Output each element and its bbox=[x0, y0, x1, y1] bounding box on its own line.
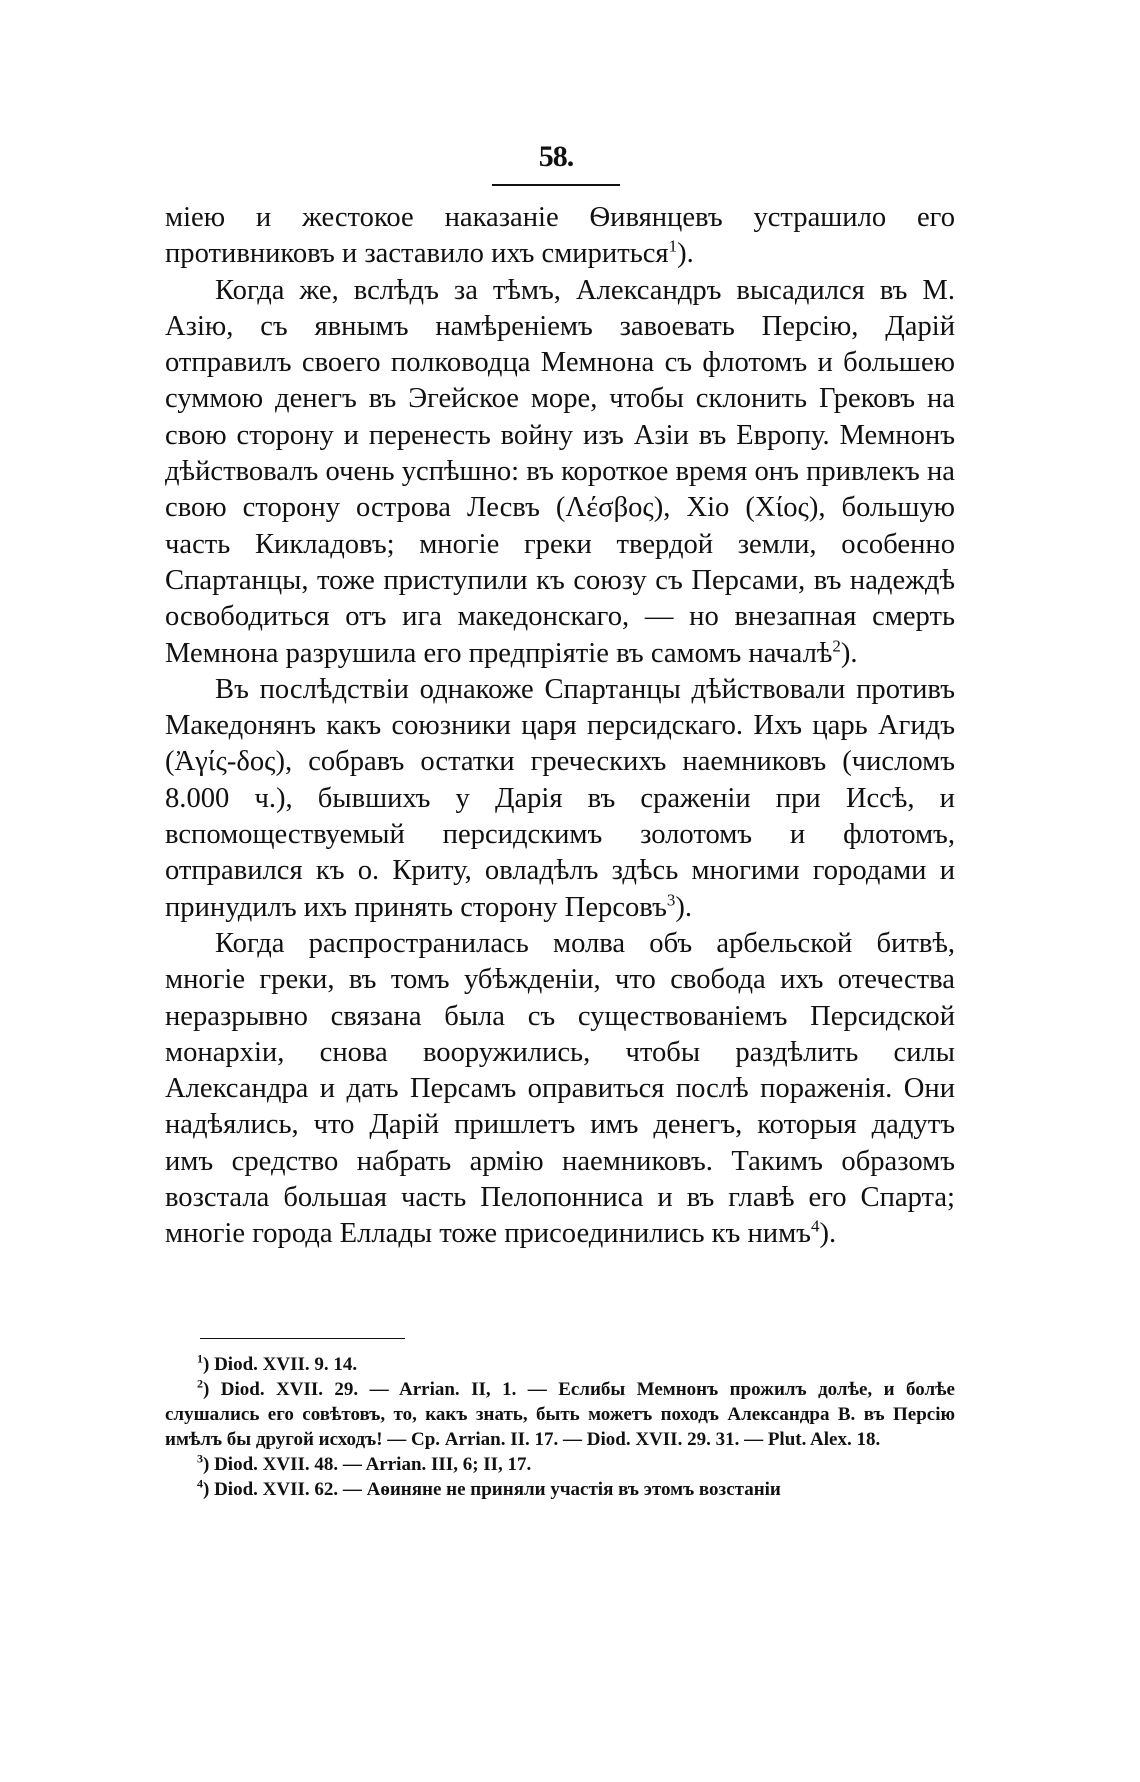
footnote-text: ) Diod. XVII. 62. — Аѳиняне не приняли участія въ этомъ возстаніи bbox=[203, 1479, 781, 1500]
footnote bbox=[165, 1377, 955, 1452]
paragraph bbox=[165, 273, 955, 672]
paragraph-tail: ). bbox=[840, 637, 858, 669]
footnote bbox=[165, 1452, 955, 1477]
paragraph-text: міею и жестокое наказаніе Ѳивянцевъ устрашило его противниковъ и заставило ихъ смириться bbox=[165, 202, 955, 270]
footnote-marker: 4 bbox=[197, 1476, 203, 1491]
paragraph-text: Въ послѣдствіи однакоже Спартанцы дѣйствовали противъ Македонянъ какъ союзники царя персидскаго. Ихъ царь Агидъ (Ἀγίς-δος), собравъ остатки греческихъ наемниковъ (числомъ 8.000 ч.), бывшихъ у Дарія въ сраженіи при Иссѣ, и вспомоществуемый персидскимъ золотомъ и флотомъ, отправился къ о. Криту, овладѣлъ здѣсь многими городами и принудилъ ихъ принять сторону Персовъ bbox=[165, 673, 955, 923]
footnote-reference: 4 bbox=[810, 1216, 820, 1236]
header-rule bbox=[492, 184, 620, 186]
footnote-marker: 1 bbox=[197, 1351, 203, 1366]
paragraph-tail: ). bbox=[819, 1218, 837, 1250]
footnote-marker: 2 bbox=[197, 1376, 203, 1391]
footnote-text: ) Diod. XVII. 48. — Arrian. III, 6; II, 17. bbox=[203, 1454, 532, 1475]
paragraph-text: Когда же, вслѣдъ за тѣмъ, Александръ высадился въ М. Азію, съ явнымъ намѣреніемъ завоевать Персію, Дарій отправилъ своего полководца Мемнона съ флотомъ и большею суммою денегъ въ Эгейское море, чтобы склонить Грековъ на свою сторону и перенесть войну изъ Азіи въ Европу. Мемнонъ дѣйствовалъ очень успѣшно: въ короткое время онъ привлекъ на свою сторону острова Лесвъ (Λέσβος), Хіо (Χίος), большую часть Кикладовъ; многіе греки твердой земли, особенно Спартанцы, тоже приступили къ союзу съ Персами, въ надеждѣ освободиться отъ ига македонскаго, — но внезапная смерть Мемнона разрушила его предпріятіе въ самомъ началѣ bbox=[165, 274, 956, 669]
footnote-reference: 2 bbox=[832, 636, 841, 656]
paragraph-tail: ). bbox=[675, 891, 693, 923]
footnote-marker: 3 bbox=[197, 1451, 203, 1466]
page-header bbox=[492, 132, 620, 186]
paragraph bbox=[165, 926, 955, 1253]
footnote-reference: 1 bbox=[668, 236, 678, 256]
main-text bbox=[165, 200, 955, 1253]
paragraph-text: Когда распространилась молва объ арбельской битвѣ, многіе греки, въ томъ убѣжденіи, что свобода ихъ отечества неразрывно связана была съ существованіемъ Персидской монархіи, снова вооружились, чтобы раздѣлить силы Александра и дать Персамъ оправиться послѣ пораженія. Они надѣялись, что Дарій пришлетъ имъ денегъ, которыя дадутъ имъ средство набрать армію наемниковъ. Такимъ образомъ возстала большая часть Пелопонниса и въ главѣ его Спарта; многіе города Еллады тоже присоединились къ нимъ bbox=[165, 927, 955, 1250]
footnote bbox=[165, 1477, 955, 1502]
footnote-text: ) Diod. XVII. 9. 14. bbox=[203, 1354, 358, 1375]
paragraph-tail: ). bbox=[677, 238, 694, 270]
footnote-reference: 3 bbox=[666, 890, 676, 910]
footnotes bbox=[165, 1352, 955, 1502]
paragraph bbox=[165, 672, 955, 926]
footnote bbox=[165, 1352, 955, 1377]
page-number: 58. bbox=[538, 140, 574, 173]
footnote-separator bbox=[200, 1338, 405, 1339]
paragraph bbox=[165, 200, 955, 273]
footnote-text: ) Diod. XVII. 29. — Arrian. II, 1. — Еслибы Мемнонъ прожилъ долѣе, и болѣе слушались его совѣтовъ, то, какъ знать, быть можетъ походъ Александра В. въ Персію имѣлъ бы другой исходъ! — Ср. Arrian. II. 17. — Diod. XVII. 29. 31. — Plut. Alex. 18. bbox=[165, 1379, 955, 1450]
